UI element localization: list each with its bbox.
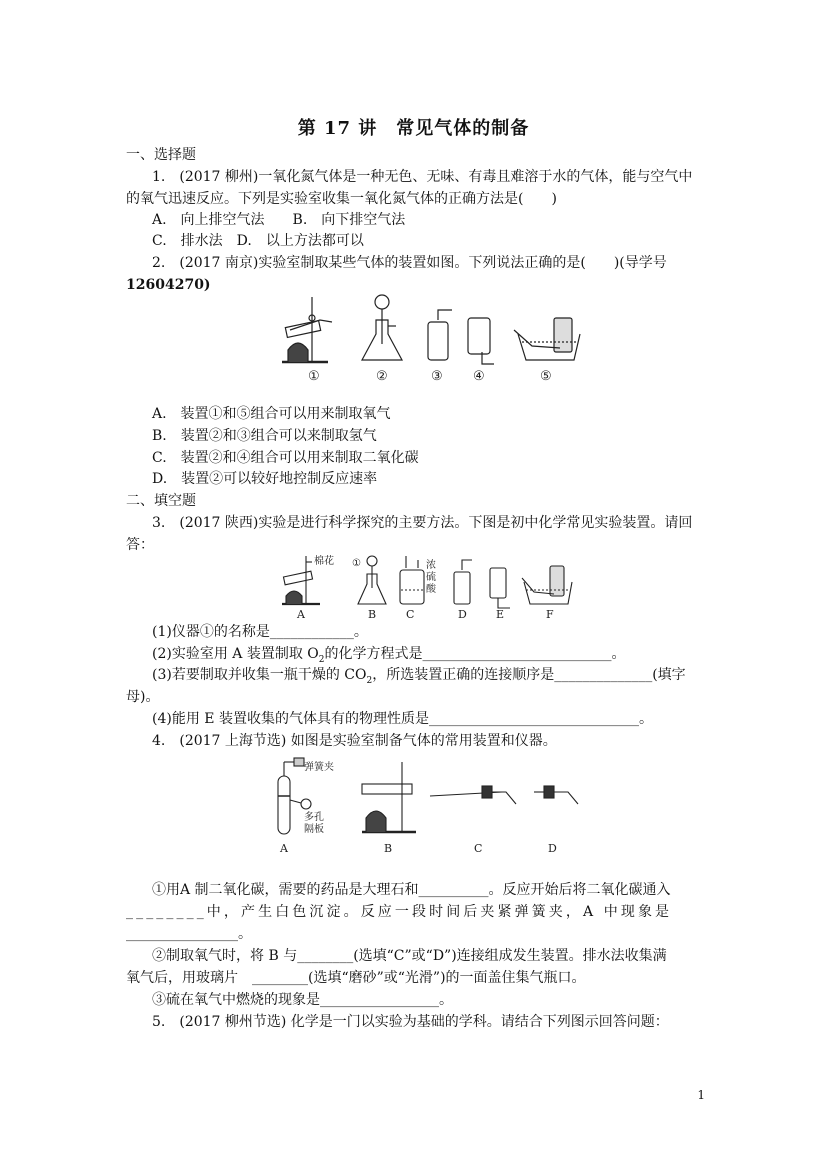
q2-option-a: A. 装置①和⑤组合可以用来制取氧气 (152, 406, 391, 422)
acid-label-3: 酸 (426, 584, 436, 595)
q3-sub2: (2)实验室用 A 装置制取 $O_2$的化学方程式是___________________________。 (152, 646, 626, 665)
q3-apparatus-figure (276, 552, 576, 624)
acid-label-2: 硫 (426, 572, 436, 583)
q2-option-d: D. 装置②可以较好地控制反应速率 (152, 471, 378, 487)
section-heading-choice: 一、选择题 (126, 147, 196, 163)
q4-part3: ③硫在氧气中燃烧的现象是_________________。 (152, 992, 453, 1008)
apparatus-4-figure (468, 318, 494, 364)
page-title: 第 17 讲 常见气体的制备 (297, 118, 530, 139)
section-heading-fill: 二、填空题 (126, 493, 196, 509)
q4-part1-line3: ________________。 (126, 926, 252, 942)
plate-label-2: 隔板 (304, 824, 324, 835)
q3-label-c: C (406, 608, 415, 621)
plate-label-1: 多孔 (304, 812, 324, 823)
q4-part2-line2: 氧气后，用玻璃片 ________(选填“磨砂”或“光滑”)的一面盖住集气瓶口。 (126, 970, 586, 986)
cotton-label: 棉花 (314, 556, 334, 567)
q3-label-d: D (458, 608, 467, 621)
q3-label-b: B (368, 608, 377, 621)
q3-line1: 3. (2017 陕西)实验是进行科学探究的主要方法。下图是初中化学常见实验装置。请回 (152, 515, 693, 531)
q2-label-4: ④ (473, 369, 485, 384)
q5-line1: 5. (2017 柳州节选) 化学是一门以实验为基础的学科。请结合下列图示回答问题： (152, 1014, 669, 1030)
apparatus-2-figure (362, 295, 402, 360)
q2-line1: 2. (2017 南京)实验室制取某些气体的装置如图。下列说法正确的是( )(导学号 (152, 255, 667, 271)
apparatus-c-figure (430, 786, 516, 804)
q2-apparatus-figure (270, 292, 590, 387)
apparatus-f-figure (522, 566, 572, 604)
q3-line2: 答： (126, 537, 154, 553)
apparatus-d-figure (534, 786, 578, 804)
q1-line2: 的氧气迅速反应。下列是实验室收集一氧化氮气体的正确方法是( ) (126, 191, 557, 207)
page-number: 1 (697, 1088, 705, 1102)
q4-part1-line2: ________中，产生白色沉淀。反应一段时间后夹紧弹簧夹，A 中现象是 (126, 904, 673, 920)
q3-sub3-cont: 母)。 (126, 689, 160, 705)
q4-part1-line1: ①用A 制二氧化碳，需要的药品是大理石和__________。反应开始后将二氧化碳通入 (152, 882, 671, 898)
apparatus-c-figure (400, 556, 424, 604)
q2-label-1: ① (308, 369, 320, 384)
q2-label-5: ⑤ (540, 369, 552, 384)
q4-label-a: A (280, 842, 288, 855)
spring-clip-label: 弹簧夹 (304, 762, 334, 773)
apparatus-e-figure (490, 568, 510, 608)
q3-label-f: F (546, 608, 554, 621)
q3-label-e: E (496, 608, 505, 621)
q2-label-3: ③ (431, 369, 443, 384)
acid-label-1: 浓 (426, 560, 436, 571)
q3-sub1: (1)仪器①的名称是____________。 (152, 624, 368, 640)
q4-line1: 4. (2017 上海节选) 如图是实验室制备气体的常用装置和仪器。 (152, 733, 557, 749)
q1-options-cd: C. 排水法 D. 以上方法都可以 (152, 233, 364, 249)
apparatus-1-figure (282, 297, 332, 362)
q4-part2-line1: ②制取氧气时，将 B 与________(选填“C”或“D”)连接组成发生装置。排水法收集满 (152, 948, 667, 964)
apparatus-d-figure (454, 560, 472, 604)
circle-one-label: ① (352, 558, 361, 569)
q2-option-b: B. 装置②和③组合可以来制取氢气 (152, 428, 377, 444)
q1-options-ab: A. 向上排空气法 B. 向下排空气法 (152, 212, 406, 228)
q3-label-a: A (297, 608, 305, 621)
q1-line1: 1. (2017 柳州)一氧化氮气体是一种无色、无味、有毒且难溶于水的气体，能与空气中 (152, 169, 693, 185)
q4-apparatus-figure (270, 756, 590, 856)
apparatus-b-figure (362, 762, 416, 832)
q2-line2: 12604270) (126, 277, 211, 293)
apparatus-b-figure (358, 556, 386, 604)
q2-label-2: ② (376, 369, 388, 384)
q3-sub3: (3)若要制取并收集一瓶干燥的 $CO_2$，所选装置正确的连接顺序是______________(填字 (152, 667, 686, 686)
q4-label-b: B (384, 842, 393, 855)
q2-option-c: C. 装置②和④组合可以用来制取二氧化碳 (152, 450, 419, 466)
q3-sub4: (4)能用 E 装置收集的气体具有的物理性质是______________________________。 (152, 711, 653, 727)
apparatus-3-figure (428, 310, 452, 360)
q4-label-d: D (548, 842, 557, 855)
q4-label-c: C (474, 842, 483, 855)
apparatus-5-figure (514, 318, 580, 360)
